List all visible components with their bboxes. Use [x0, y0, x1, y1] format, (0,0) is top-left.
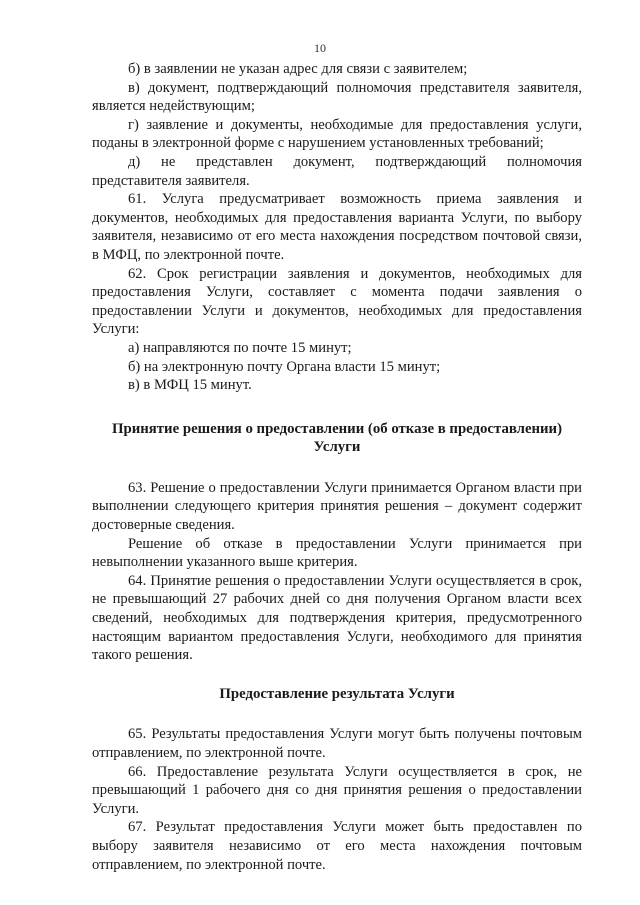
page-number: 10	[314, 41, 326, 55]
paragraph-v: в) документ, подтверждающий полномочия представителя заявителя, является недействующим;	[92, 79, 582, 115]
section-heading-decision: Принятие решения о предоставлении (об отказе в предоставлении) Услуги	[111, 420, 563, 456]
paragraph-65: 65. Результаты предоставления Услуги могут быть получены почтовым отправлением, по электронной почте.	[92, 726, 582, 761]
paragraph-64: 64. Принятие решения о предоставлении Услуги осуществляется в срок, не превышающий 27 рабочих дней со дня получения Органом власти всех сведений, необходимых для подтверждения критерия, предусмотренного настоящим вариантом предоставления Услуги, необходимого для принятия такого решения.	[92, 572, 582, 664]
list-item-v: в) в МФЦ 15 минут.	[128, 377, 252, 394]
list-item-b: б) на электронную почту Органа власти 15 минут;	[128, 358, 441, 375]
section-heading-result: Предоставление результата Услуги	[219, 685, 455, 702]
paragraph-refusal: Решение об отказе в предоставлении Услуги принимается при невыполнении указанного выше критерия.	[92, 535, 582, 571]
paragraph-61: 61. Услуга предусматривает возможность приема заявления и документов, необходимых для предоставления варианта Услуги, по выбору заявителя, независимо от его места нахождения посредством почтовой связи, в МФЦ, по электронной почте.	[92, 191, 582, 263]
paragraph-62: 62. Срок регистрации заявления и документов, необходимых для предоставления Услуги, составляет с момента подачи заявления о предоставлении Услуги и документов, необходимых для предоставления Услуги:	[92, 265, 582, 338]
paragraph-66: 66. Предоставление результата Услуги осуществляется в срок, не превышающий 1 рабочего дня со дня принятия решения о предоставлении Услуги.	[92, 763, 582, 817]
document-body	[92, 60, 582, 874]
paragraph-g: г) заявление и документы, необходимые для предоставления услуги, поданы в электронной форме с нарушением установленных требований;	[92, 116, 582, 152]
paragraph-67: 67. Результат предоставления Услуги может быть предоставлен по выбору заявителя независимо от его места нахождения почтовым отправлением, по электронной почте.	[92, 819, 582, 873]
paragraph-d: д) не представлен документ, подтверждающий полномочия представителя заявителя.	[92, 153, 582, 189]
list-item-a: а) направляются по почте 15 минут;	[128, 339, 352, 356]
paragraph-63: 63. Решение о предоставлении Услуги принимается Органом власти при выполнении следующего критерия принятия решения – документ содержит достоверные сведения.	[92, 479, 582, 534]
paragraph-b: б) в заявлении не указан адрес для связи с заявителем;	[128, 61, 468, 77]
